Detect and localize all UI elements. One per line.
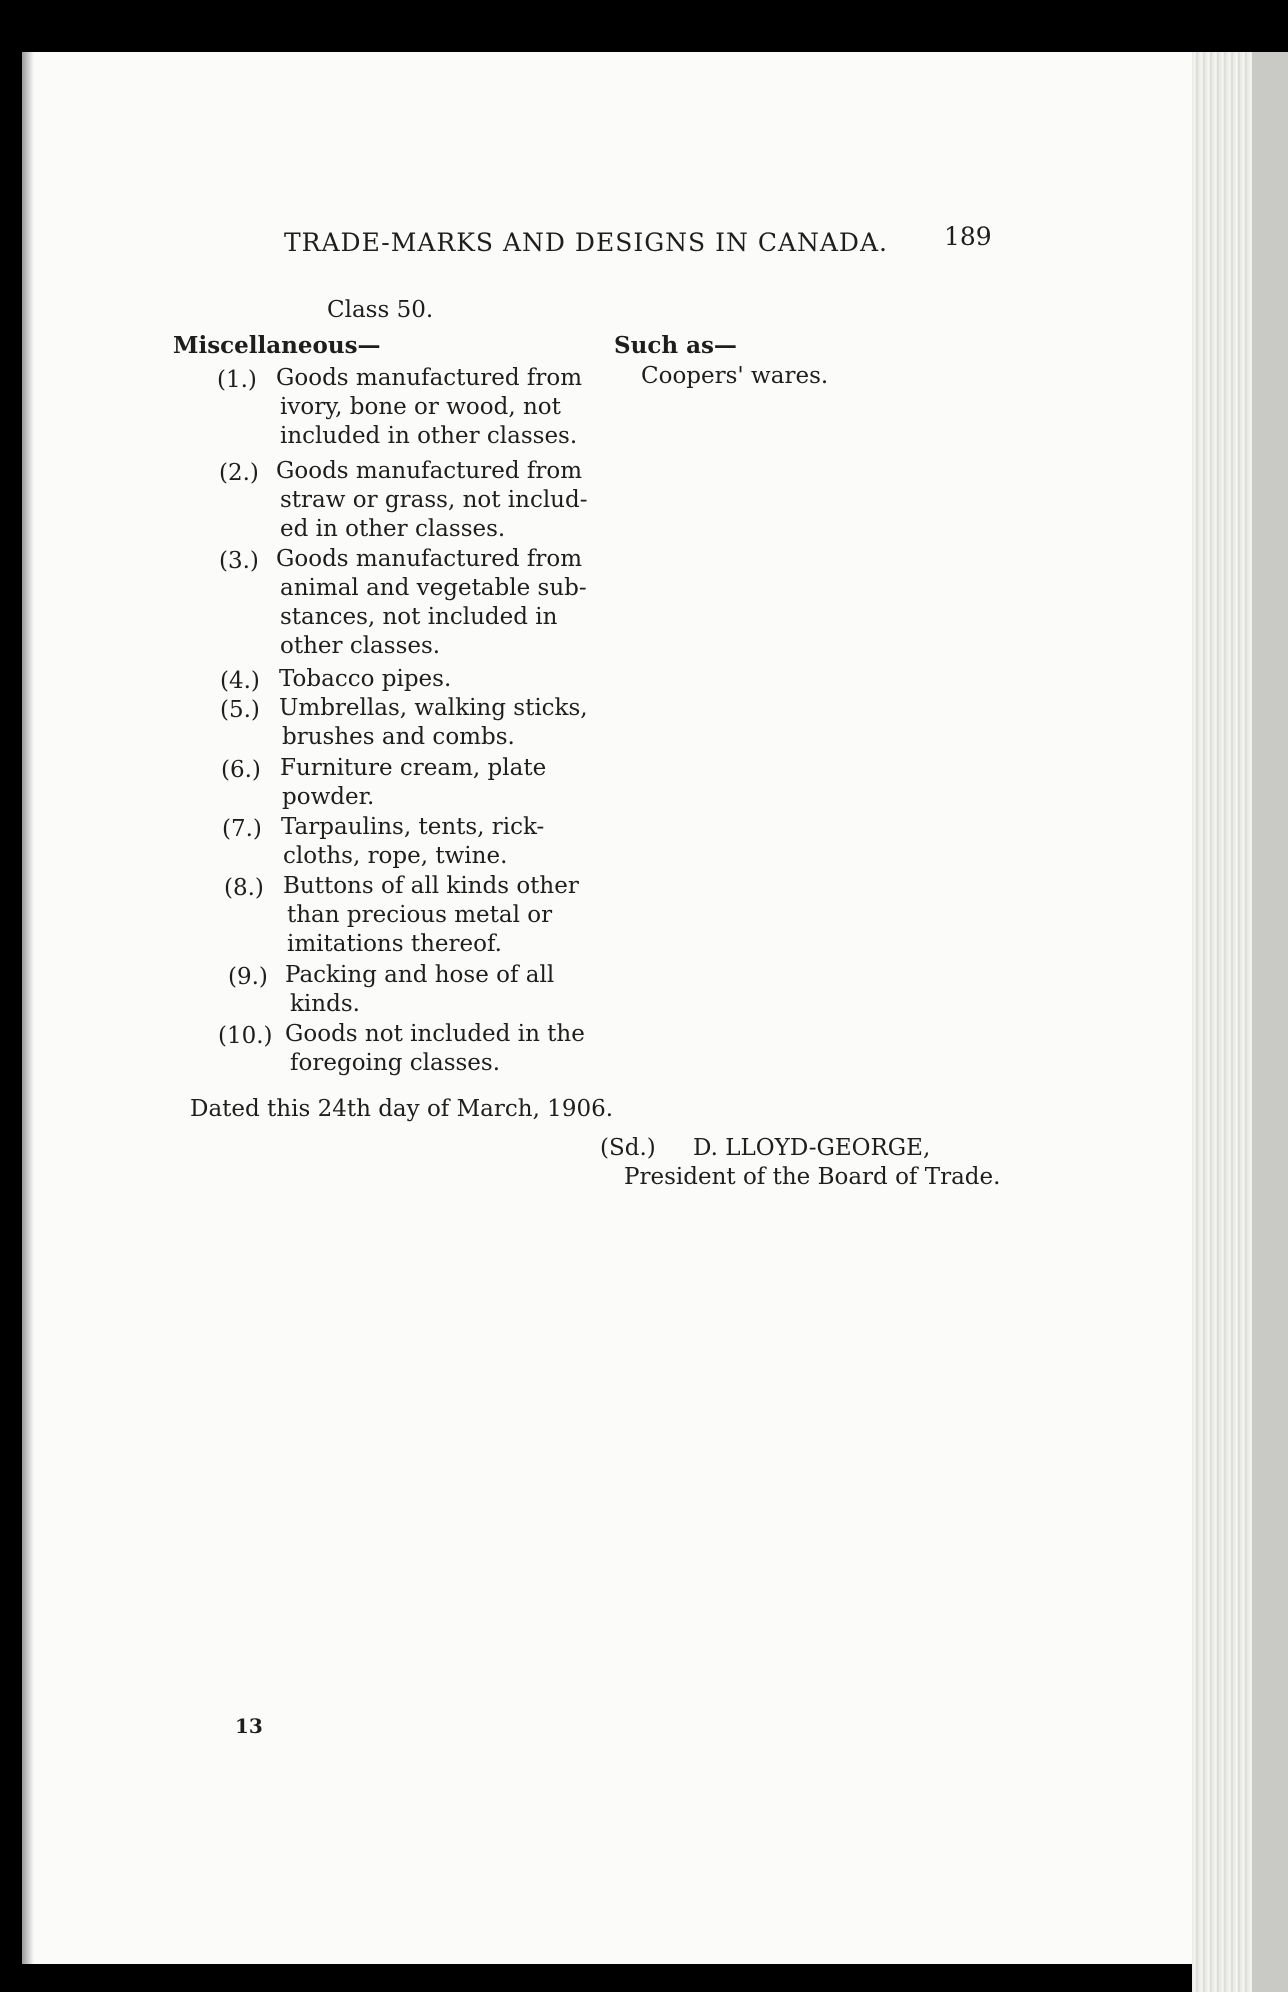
item-line: ivory, bone or wood, not — [280, 394, 561, 420]
page-gutter-shadow — [22, 52, 34, 1964]
item-number: (4.) — [220, 668, 260, 694]
item-line: Goods manufactured from — [276, 458, 583, 484]
running-header: TRADE-MARKS AND DESIGNS IN CANADA. — [284, 228, 888, 257]
page-number: 189 — [944, 222, 992, 251]
item-line: cloths, rope, twine. — [283, 843, 508, 869]
item-line: imitations thereof. — [287, 931, 502, 957]
item-number: (7.) — [222, 816, 262, 842]
item-line: Furniture cream, plate — [280, 755, 547, 781]
item-line: Goods manufactured from — [276, 365, 583, 391]
right-item: Coopers' wares. — [641, 363, 829, 389]
item-line: foregoing classes. — [290, 1050, 501, 1076]
dated-line: Dated this 24th day of March, 1906. — [190, 1096, 614, 1122]
item-line: Packing and hose of all — [285, 962, 555, 988]
item-line: Goods manufactured from — [276, 546, 583, 572]
item-number: (3.) — [219, 548, 259, 574]
item-line: stances, not included in — [280, 604, 558, 630]
item-number: (8.) — [224, 875, 264, 901]
item-number: (9.) — [228, 964, 268, 990]
item-line: ed in other classes. — [280, 516, 506, 542]
item-number: (1.) — [217, 367, 257, 393]
item-line: Buttons of all kinds other — [283, 873, 579, 899]
item-line: Tarpaulins, tents, rick- — [281, 814, 545, 840]
item-number: (5.) — [220, 697, 260, 723]
item-line: brushes and combs. — [282, 724, 515, 750]
item-line: Umbrellas, walking sticks, — [279, 695, 588, 721]
item-line: Goods not included in the — [285, 1021, 585, 1047]
left-column-heading: Miscellaneous— — [173, 332, 381, 359]
item-line: animal and vegetable sub- — [280, 575, 587, 601]
signature-mark: 13 — [235, 1714, 263, 1738]
signature-title: President of the Board of Trade. — [624, 1164, 1001, 1190]
item-line: other classes. — [280, 633, 441, 659]
item-line: kinds. — [290, 991, 360, 1017]
book-edge — [1252, 52, 1288, 1992]
right-column-heading: Such as— — [614, 332, 737, 359]
item-line: included in other classes. — [280, 423, 578, 449]
item-number: (6.) — [221, 757, 261, 783]
item-number: (10.) — [218, 1023, 273, 1049]
signature-sd: (Sd.) — [600, 1135, 656, 1161]
item-line: straw or grass, not includ- — [280, 487, 588, 513]
class-heading: Class 50. — [327, 297, 434, 323]
item-number: (2.) — [219, 460, 259, 486]
item-line: Tobacco pipes. — [279, 666, 452, 692]
signature-name: D. LLOYD-GEORGE, — [693, 1135, 931, 1161]
page-edges — [1192, 52, 1258, 1992]
item-line: than precious metal or — [287, 902, 553, 928]
item-line: powder. — [282, 784, 375, 810]
